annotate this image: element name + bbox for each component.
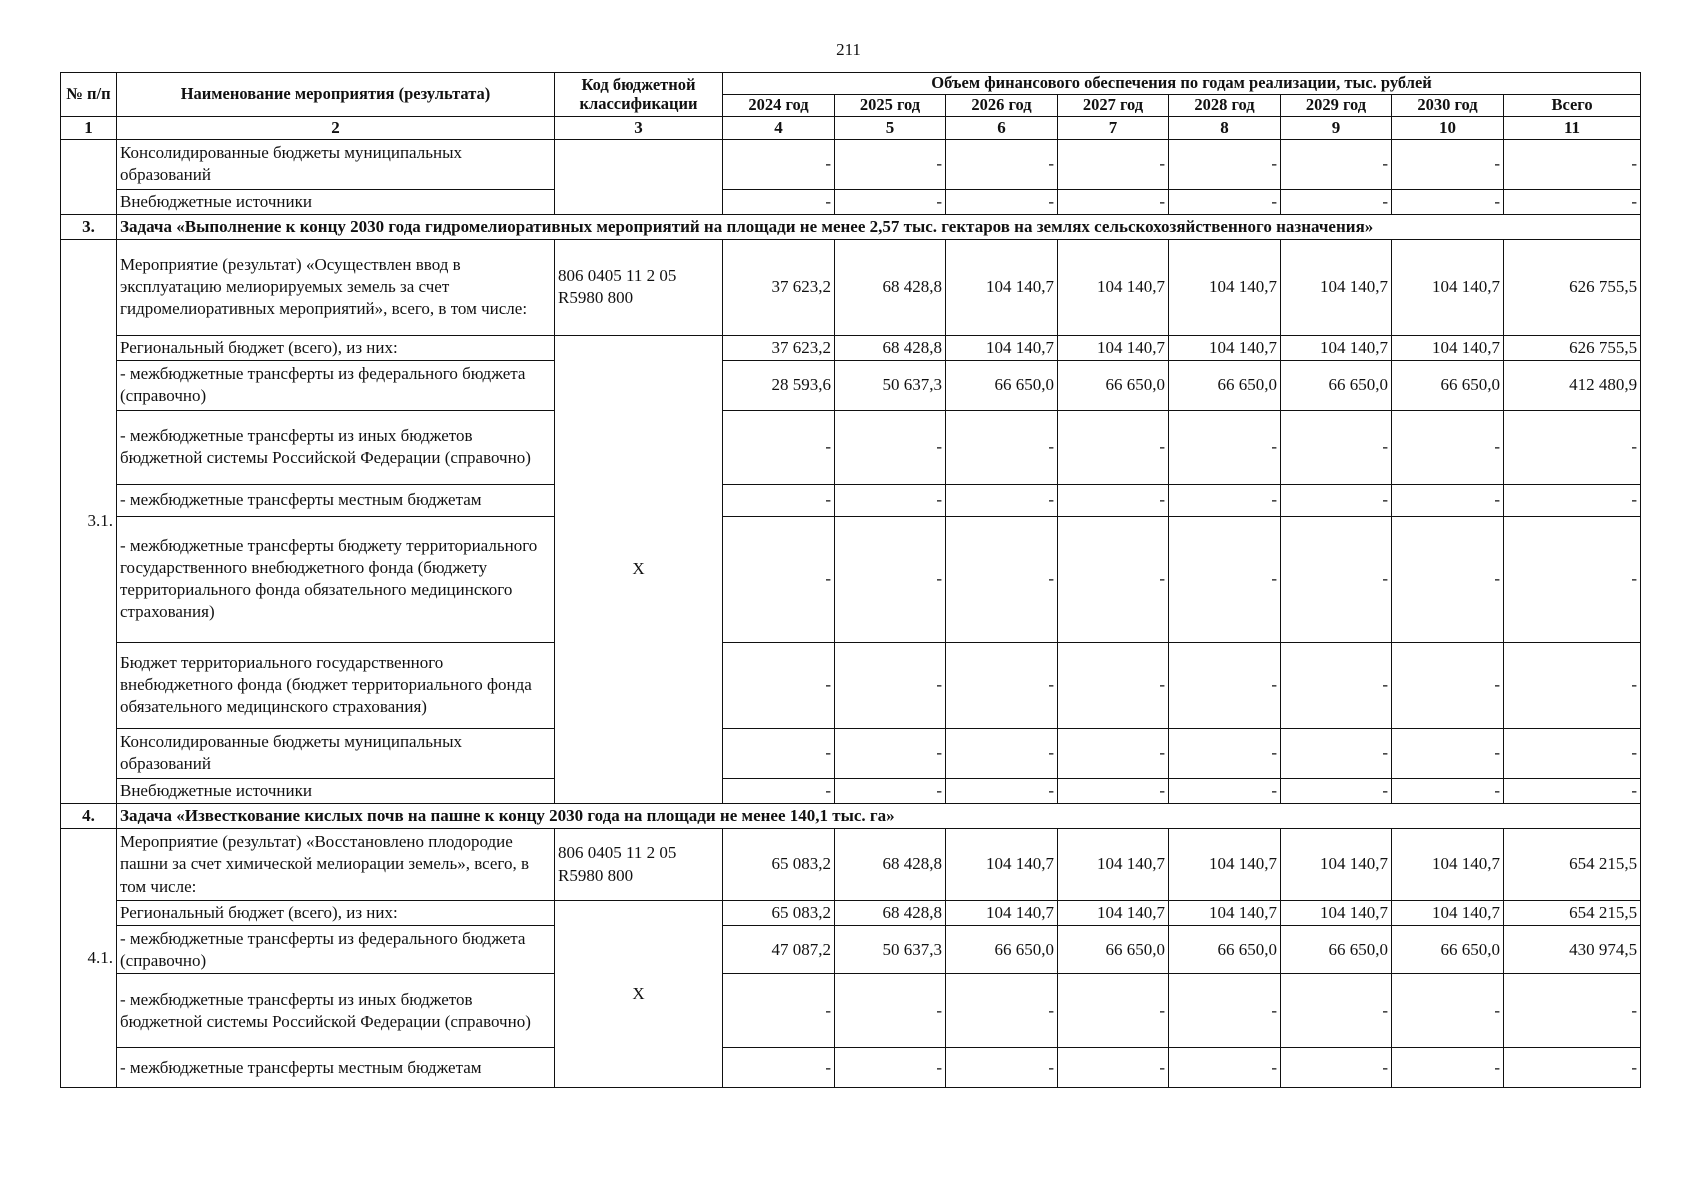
value-cell: - — [1504, 778, 1641, 803]
value-cell: - — [835, 484, 946, 516]
value-cell: - — [946, 728, 1058, 778]
value-cell: - — [1169, 778, 1281, 803]
value-cell: - — [723, 642, 835, 728]
table-row — [61, 335, 1641, 360]
value-cell: 104 140,7 — [1169, 829, 1281, 901]
value-cell: - — [1058, 410, 1169, 484]
header-year: 2024 год — [723, 95, 835, 117]
value-cell: - — [723, 410, 835, 484]
value-cell: - — [1169, 410, 1281, 484]
header-num: № п/п — [61, 73, 117, 117]
value-cell: - — [1504, 728, 1641, 778]
value-cell: 104 140,7 — [946, 239, 1058, 335]
value-cell: - — [946, 1048, 1058, 1088]
value-cell: - — [835, 189, 946, 214]
value-cell: 104 140,7 — [1392, 239, 1504, 335]
value-cell: - — [723, 189, 835, 214]
value-cell: - — [835, 1048, 946, 1088]
value-cell: 104 140,7 — [1281, 335, 1392, 360]
measure-row — [61, 239, 1641, 335]
value-cell: - — [1504, 642, 1641, 728]
row-name: Консолидированные бюджеты муниципальных образований — [117, 139, 555, 189]
budget-code: 806 0405 11 2 05 R5980 800 — [555, 239, 723, 335]
header-year: 2026 год — [946, 95, 1058, 117]
value-cell: - — [946, 410, 1058, 484]
value-cell: - — [946, 139, 1058, 189]
value-cell: 104 140,7 — [946, 335, 1058, 360]
value-cell: - — [1058, 778, 1169, 803]
value-cell: 28 593,6 — [723, 360, 835, 410]
row-name: - межбюджетные трансферты местным бюджетам — [117, 1048, 555, 1088]
table-row — [61, 360, 1641, 410]
row-name: - межбюджетные трансферты бюджету территориального государственного внебюджетного фонда (бюджету территориального фонда обязательного медицинского страхования) — [117, 516, 555, 642]
value-cell: - — [1504, 410, 1641, 484]
value-cell: 654 215,5 — [1504, 829, 1641, 901]
value-cell: 104 140,7 — [1169, 335, 1281, 360]
value-cell: - — [1281, 642, 1392, 728]
value-cell: 626 755,5 — [1504, 335, 1641, 360]
value-cell: - — [1392, 484, 1504, 516]
budget-table — [60, 72, 1641, 1088]
value-cell: - — [1058, 728, 1169, 778]
value-cell: 66 650,0 — [1169, 926, 1281, 974]
value-cell: 66 650,0 — [1281, 360, 1392, 410]
value-cell: - — [835, 728, 946, 778]
value-cell: - — [1392, 728, 1504, 778]
value-cell: - — [835, 642, 946, 728]
value-cell: - — [1281, 728, 1392, 778]
header-total: Всего — [1504, 95, 1641, 117]
row-name: Внебюджетные источники — [117, 778, 555, 803]
table-row — [61, 728, 1641, 778]
value-cell: 68 428,8 — [835, 901, 946, 926]
value-cell: - — [835, 139, 946, 189]
value-cell: - — [1504, 1048, 1641, 1088]
value-cell: - — [1392, 1048, 1504, 1088]
row-name: Внебюджетные источники — [117, 189, 555, 214]
table-row — [61, 516, 1641, 642]
value-cell: 66 650,0 — [1392, 360, 1504, 410]
header-code: Код бюджетной классификации — [555, 73, 723, 117]
value-cell: 104 140,7 — [1058, 829, 1169, 901]
measure-number: 3.1. — [61, 239, 117, 803]
value-cell: 654 215,5 — [1504, 901, 1641, 926]
table-row — [61, 926, 1641, 974]
value-cell: - — [1169, 642, 1281, 728]
column-index-row — [61, 117, 1641, 140]
value-cell: - — [835, 778, 946, 803]
row-name: Консолидированные бюджеты муниципальных образований — [117, 728, 555, 778]
value-cell: 37 623,2 — [723, 239, 835, 335]
value-cell: - — [1058, 139, 1169, 189]
value-cell: 104 140,7 — [1058, 239, 1169, 335]
value-cell: 412 480,9 — [1504, 360, 1641, 410]
value-cell: - — [1504, 139, 1641, 189]
value-cell: - — [1281, 189, 1392, 214]
value-cell: - — [835, 410, 946, 484]
value-cell: - — [1504, 974, 1641, 1048]
col-index: 9 — [1281, 117, 1392, 140]
col-index: 4 — [723, 117, 835, 140]
value-cell: 104 140,7 — [1281, 901, 1392, 926]
value-cell: - — [946, 516, 1058, 642]
code-x-mark: Х — [555, 335, 723, 803]
value-cell: 430 974,5 — [1504, 926, 1641, 974]
value-cell: 68 428,8 — [835, 829, 946, 901]
table-row — [61, 901, 1641, 926]
row-name: - межбюджетные трансферты из иных бюджетов бюджетной системы Российской Федерации (справочно) — [117, 410, 555, 484]
col-index: 1 — [61, 117, 117, 140]
col-index: 5 — [835, 117, 946, 140]
code-x-mark: Х — [555, 901, 723, 1088]
table-row — [61, 139, 1641, 189]
value-cell: 68 428,8 — [835, 239, 946, 335]
measure-name: Мероприятие (результат) «Восстановлено плодородие пашни за счет химической мелиорации земель», всего, в том числе: — [117, 829, 555, 901]
value-cell: - — [1504, 189, 1641, 214]
value-cell: 66 650,0 — [1169, 360, 1281, 410]
measure-row — [61, 829, 1641, 901]
value-cell: - — [1058, 1048, 1169, 1088]
header-year: 2025 год — [835, 95, 946, 117]
value-cell: - — [1169, 1048, 1281, 1088]
value-cell: 104 140,7 — [1392, 335, 1504, 360]
row-name: - межбюджетные трансферты из иных бюджетов бюджетной системы Российской Федерации (справочно) — [117, 974, 555, 1048]
value-cell: - — [835, 974, 946, 1048]
value-cell: - — [723, 1048, 835, 1088]
row-name: - межбюджетные трансферты из федерального бюджета (справочно) — [117, 360, 555, 410]
task-row — [61, 214, 1641, 239]
value-cell: 66 650,0 — [1392, 926, 1504, 974]
value-cell: - — [723, 728, 835, 778]
value-cell: 37 623,2 — [723, 335, 835, 360]
value-cell: 104 140,7 — [1058, 335, 1169, 360]
value-cell: - — [723, 516, 835, 642]
value-cell: - — [1504, 484, 1641, 516]
value-cell: - — [1392, 974, 1504, 1048]
value-cell: 104 140,7 — [946, 829, 1058, 901]
col-index: 2 — [117, 117, 555, 140]
col-index: 8 — [1169, 117, 1281, 140]
header-finance: Объем финансового обеспечения по годам реализации, тыс. рублей — [723, 73, 1641, 95]
value-cell: 626 755,5 — [1504, 239, 1641, 335]
table-row — [61, 1048, 1641, 1088]
budget-code: 806 0405 11 2 05 R5980 800 — [555, 829, 723, 901]
value-cell: 104 140,7 — [1058, 901, 1169, 926]
measure-name: Мероприятие (результат) «Осуществлен ввод в эксплуатацию мелиорируемых земель за счет гидромелиоративных мероприятий», всего, в том числе: — [117, 239, 555, 335]
header-name: Наименование мероприятия (результата) — [117, 73, 555, 117]
task-number: 3. — [61, 214, 117, 239]
value-cell: - — [1169, 139, 1281, 189]
value-cell: - — [1504, 516, 1641, 642]
value-cell: - — [1392, 139, 1504, 189]
value-cell: - — [1281, 1048, 1392, 1088]
task-title: Задача «Известкование кислых почв на пашне к концу 2030 года на площади не менее 140,1 тыс. га» — [117, 803, 1641, 828]
table-row — [61, 778, 1641, 803]
value-cell: 65 083,2 — [723, 901, 835, 926]
value-cell: - — [835, 516, 946, 642]
value-cell: - — [946, 484, 1058, 516]
code-cell — [555, 139, 723, 214]
num-cell — [61, 139, 117, 214]
value-cell: - — [1058, 974, 1169, 1048]
value-cell: - — [723, 139, 835, 189]
value-cell: 65 083,2 — [723, 829, 835, 901]
value-cell: - — [1169, 974, 1281, 1048]
measure-number: 4.1. — [61, 829, 117, 1088]
header-year: 2027 год — [1058, 95, 1169, 117]
value-cell: 104 140,7 — [1281, 829, 1392, 901]
col-index: 3 — [555, 117, 723, 140]
value-cell: - — [946, 642, 1058, 728]
task-row — [61, 803, 1641, 828]
header-year: 2028 год — [1169, 95, 1281, 117]
col-index: 7 — [1058, 117, 1169, 140]
value-cell: 104 140,7 — [1169, 239, 1281, 335]
value-cell: - — [946, 189, 1058, 214]
value-cell: - — [1392, 189, 1504, 214]
value-cell: 50 637,3 — [835, 360, 946, 410]
value-cell: - — [723, 974, 835, 1048]
header-year: 2030 год — [1392, 95, 1504, 117]
value-cell: - — [1058, 189, 1169, 214]
value-cell: - — [1281, 139, 1392, 189]
value-cell: 66 650,0 — [1058, 926, 1169, 974]
header-year: 2029 год — [1281, 95, 1392, 117]
value-cell: - — [1392, 642, 1504, 728]
table-row — [61, 484, 1641, 516]
col-index: 11 — [1504, 117, 1641, 140]
value-cell: - — [723, 778, 835, 803]
value-cell: - — [723, 484, 835, 516]
page-number: 211 — [836, 40, 861, 59]
value-cell: 104 140,7 — [946, 901, 1058, 926]
value-cell: 47 087,2 — [723, 926, 835, 974]
value-cell: - — [1169, 484, 1281, 516]
value-cell: - — [1058, 642, 1169, 728]
value-cell: - — [946, 974, 1058, 1048]
value-cell: - — [946, 778, 1058, 803]
value-cell: - — [1169, 516, 1281, 642]
value-cell: - — [1392, 410, 1504, 484]
value-cell: - — [1281, 778, 1392, 803]
value-cell: - — [1058, 484, 1169, 516]
row-name: Бюджет территориального государственного внебюджетного фонда (бюджет территориального фонда обязательного медицинского страхования) — [117, 642, 555, 728]
task-number: 4. — [61, 803, 117, 828]
value-cell: 104 140,7 — [1169, 901, 1281, 926]
value-cell: 104 140,7 — [1281, 239, 1392, 335]
value-cell: 66 650,0 — [946, 360, 1058, 410]
table-row — [61, 189, 1641, 214]
value-cell: 66 650,0 — [1058, 360, 1169, 410]
value-cell: 68 428,8 — [835, 335, 946, 360]
col-index: 10 — [1392, 117, 1504, 140]
row-name: Региональный бюджет (всего), из них: — [117, 901, 555, 926]
value-cell: - — [1281, 410, 1392, 484]
value-cell: 50 637,3 — [835, 926, 946, 974]
value-cell: 104 140,7 — [1392, 829, 1504, 901]
value-cell: - — [1281, 484, 1392, 516]
value-cell: - — [1281, 974, 1392, 1048]
table-row — [61, 410, 1641, 484]
value-cell: 104 140,7 — [1392, 901, 1504, 926]
value-cell: 66 650,0 — [946, 926, 1058, 974]
value-cell: - — [1392, 516, 1504, 642]
value-cell: - — [1281, 516, 1392, 642]
table-row — [61, 974, 1641, 1048]
row-name: Региональный бюджет (всего), из них: — [117, 335, 555, 360]
value-cell: - — [1058, 516, 1169, 642]
value-cell: - — [1169, 728, 1281, 778]
task-title: Задача «Выполнение к концу 2030 года гидромелиоративных мероприятий на площади не менее 2,57 тыс. гектаров на землях сельскохозяйственного назначения» — [117, 214, 1641, 239]
col-index: 6 — [946, 117, 1058, 140]
value-cell: - — [1169, 189, 1281, 214]
row-name: - межбюджетные трансферты местным бюджетам — [117, 484, 555, 516]
row-name: - межбюджетные трансферты из федерального бюджета (справочно) — [117, 926, 555, 974]
value-cell: 66 650,0 — [1281, 926, 1392, 974]
table-row — [61, 642, 1641, 728]
value-cell: - — [1392, 778, 1504, 803]
